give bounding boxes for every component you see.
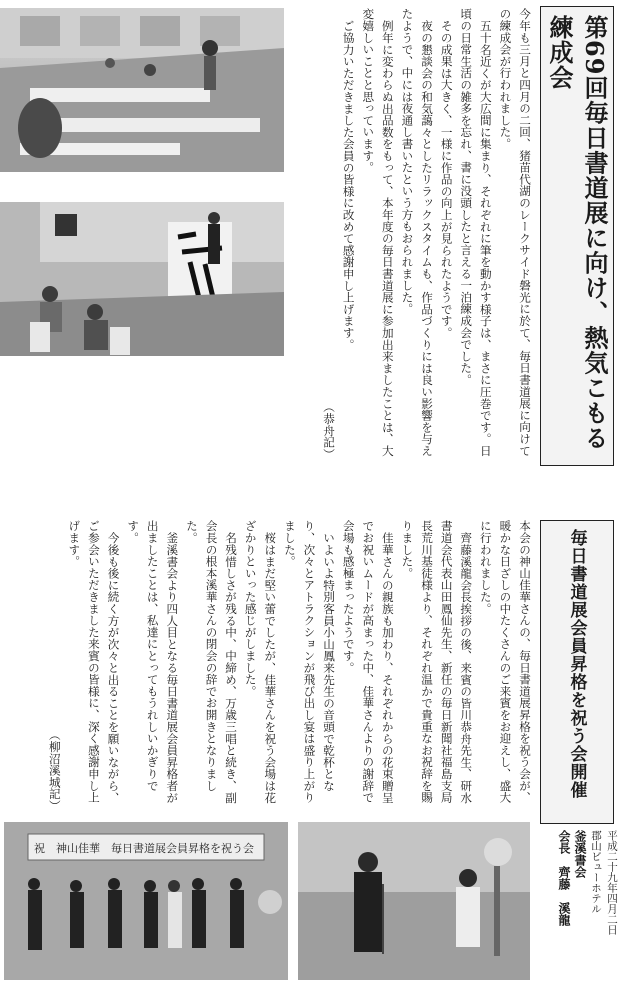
article1-title: 第69回毎日書道展に向け、熱気こもる練成会 [545, 15, 609, 451]
article2-paragraph-2: 齊藤溪龍会長挨拶の後、来賓の皆川恭舟先生、研水書道会代表山田鳳仙先生、新任の毎日新聞社福島支局長荒川基徒様より、それぞれ温かで貴重なお祝辞を賜りました。 [400, 520, 474, 804]
article2-body [8, 520, 534, 812]
article2-signature: （柳沼溪城記） [47, 729, 62, 812]
article2-title-box [540, 520, 614, 824]
article1-paragraph-5: 例年に変わらぬ出品数をもって、本年度の毎日書道展に参加出来ましたことは、大変嬉しいことと思っています。 [361, 8, 395, 457]
speaker-photo [298, 822, 530, 980]
calligraphy-demo-photo [0, 202, 284, 356]
article1-title-box [540, 6, 614, 466]
article1-paragraph-4: 夜の懇談会の和気藹々としたリラックスタイムも、作品づくりには良い影響を与えたようで、中には夜通し書いたという方もおられました。 [400, 8, 435, 457]
article1-body [288, 8, 534, 460]
article1-paragraph-1: 今年も三月と四月の二回、猪苗代湖のレークサイド磐光に於て、毎日書道展に向けての練成会が行われました。 [498, 8, 532, 457]
article1-paragraph-6: ご協力いただきました会員の皆様に改めて感謝申し上げます。 [341, 19, 356, 350]
article1-paragraph-3: その成果は大きく、一様に作品の向上が見られたようです。 [439, 19, 454, 339]
practice-hall-photo [0, 8, 284, 172]
event-date: 平成二十九年四月二日 [606, 830, 618, 935]
banner-text: 祝 神山佳華 毎日書道展会員昇格を祝う会 [34, 842, 254, 855]
article2-paragraph-7: 釜溪書会より四人目となる毎日書道展会員昇格者が出ましたことは、私達にとってもうれしいかぎりです。 [126, 520, 180, 803]
article2-paragraph-1: 本会の神山佳華さんの、毎日書道展昇格を祝う会が、暖かな日ざしの中たくさんのご来賓をお迎えし、盛大に行われました。 [478, 520, 532, 804]
article2-paragraph-3: 佳華さんの親族も加わり、それぞれからの花束贈呈でお祝いムードが高まった中、佳華さんよりの謝辞で会場も感極まったようです。 [341, 520, 395, 804]
event-venue: 郡山ビューホテル [590, 830, 602, 914]
article1-signature: （恭舟記） [322, 401, 337, 460]
article2-meta [534, 830, 620, 982]
article2-title: 毎日書道展会員昇格を祝う会開催 [566, 529, 587, 799]
event-host-group: 釜溪書会 [573, 830, 587, 878]
article2-paragraph-5: 桜はまだ堅い蕾でしたが、佳華さんを祝う会場は花ざかりといった感じがしました。 [243, 520, 278, 803]
group-celebration-photo [4, 822, 288, 980]
article2-paragraph-4: いよいよ特別客員小山鳳来先生の音頭で乾杯となり、次々とアトラクションが飛び出し宴は盛り上がりました。 [282, 520, 337, 804]
event-host-person: 会長 齊藤 溪龍 [557, 830, 571, 926]
article2-paragraph-8: 今後も後に続く方が次々と出ることを願いながら、ご参会いただきました来賓の皆様に、深く感謝申し上げます。 [67, 520, 121, 804]
article1-paragraph-2: 五十名近くが大広間に集まり、それぞれに筆を動かす様子は、まさに圧巻です。日頃の日常生活の雑多を忘れ、書に没頭したと言える一泊練成会でした。 [459, 8, 493, 457]
article2-paragraph-6: 名残惜しさが残る中、中締め、万歳三唱と続き、副会長の根本溪華さんの閉会の辞でお開きとなりました。 [184, 520, 239, 803]
